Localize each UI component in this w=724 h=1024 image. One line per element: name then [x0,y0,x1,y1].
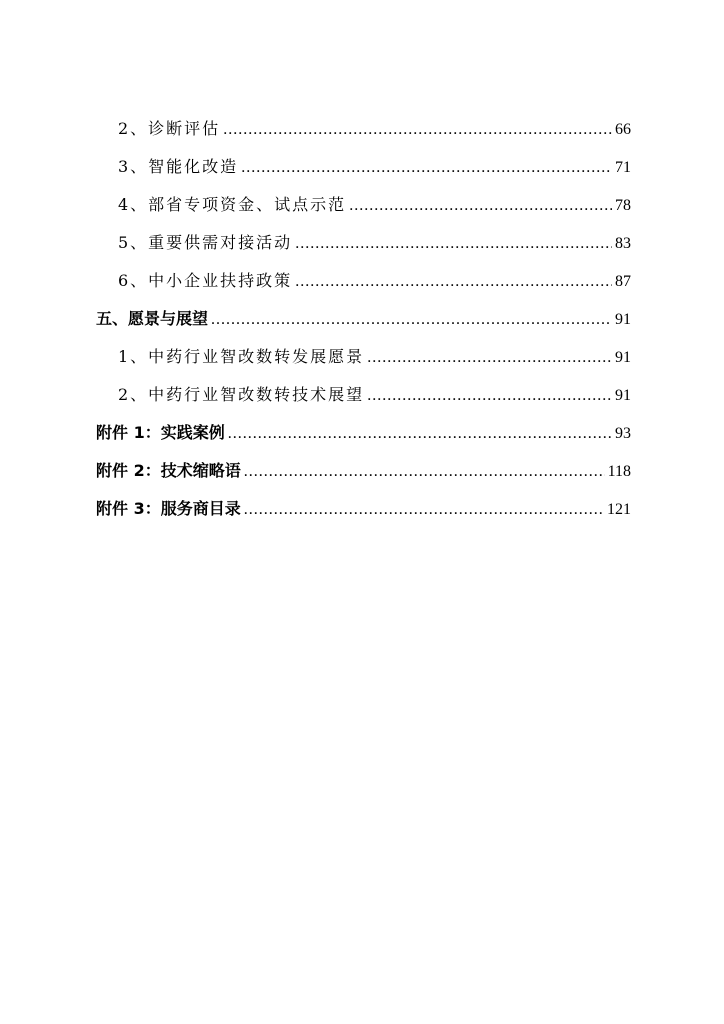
toc-page-number: 118 [607,463,631,480]
toc-page-number: 78 [615,197,631,214]
toc-page-number: 71 [615,159,631,176]
toc-page-number: 91 [615,387,631,404]
toc-entry-title: 5、重要供需对接活动 [118,233,293,252]
toc-page-number: 66 [615,121,631,138]
toc-leader-dots [295,263,612,301]
toc-entry-title: 2、诊断评估 [118,119,221,138]
toc-leader-dots [367,377,612,415]
toc-entry-development-vision[interactable] [96,338,631,376]
toc-entry-title: 1、中药行业智改数转发展愿景 [118,347,365,366]
toc-page-number: 91 [615,349,631,366]
toc-entry-special-funds[interactable] [96,186,631,224]
toc-entry-sme-policy[interactable] [96,262,631,300]
toc-page-number: 83 [615,235,631,252]
toc-entry-appendix-3[interactable] [96,490,631,528]
toc-entry-title: 附件 2：技术缩略语 [96,461,241,480]
toc-leader-dots [244,491,604,529]
toc-page-number: 93 [615,425,631,442]
toc-entry-diagnosis[interactable] [96,110,631,148]
toc-leader-dots [295,225,612,263]
toc-entry-appendix-2[interactable] [96,452,631,490]
toc-leader-dots [241,149,612,187]
toc-leader-dots [244,453,605,491]
toc-entry-technology-outlook[interactable] [96,376,631,414]
toc-entry-title: 4、部省专项资金、试点示范 [118,195,347,214]
toc-page-number: 87 [615,273,631,290]
toc-entry-vision[interactable] [96,300,631,338]
toc-entry-supply-demand[interactable] [96,224,631,262]
toc-entry-title: 2、中药行业智改数转技术展望 [118,385,365,404]
toc-leader-dots [211,301,612,339]
toc-entry-title: 五、愿景与展望 [96,309,209,328]
toc-page-number: 91 [615,311,631,328]
toc-entry-title: 6、中小企业扶持政策 [118,271,293,290]
toc-entry-title: 附件 3：服务商目录 [96,499,241,518]
toc-entry-title: 3、智能化改造 [118,157,239,176]
toc-leader-dots [349,187,612,225]
toc-leader-dots [367,339,612,377]
toc-page-number: 121 [607,501,631,518]
toc-entry-smart-renovation[interactable] [96,148,631,186]
toc-leader-dots [223,111,612,149]
toc-entry-appendix-1[interactable] [96,414,631,452]
table-of-contents [96,110,631,528]
toc-entry-title: 附件 1：实践案例 [96,423,225,442]
toc-leader-dots [228,415,612,453]
